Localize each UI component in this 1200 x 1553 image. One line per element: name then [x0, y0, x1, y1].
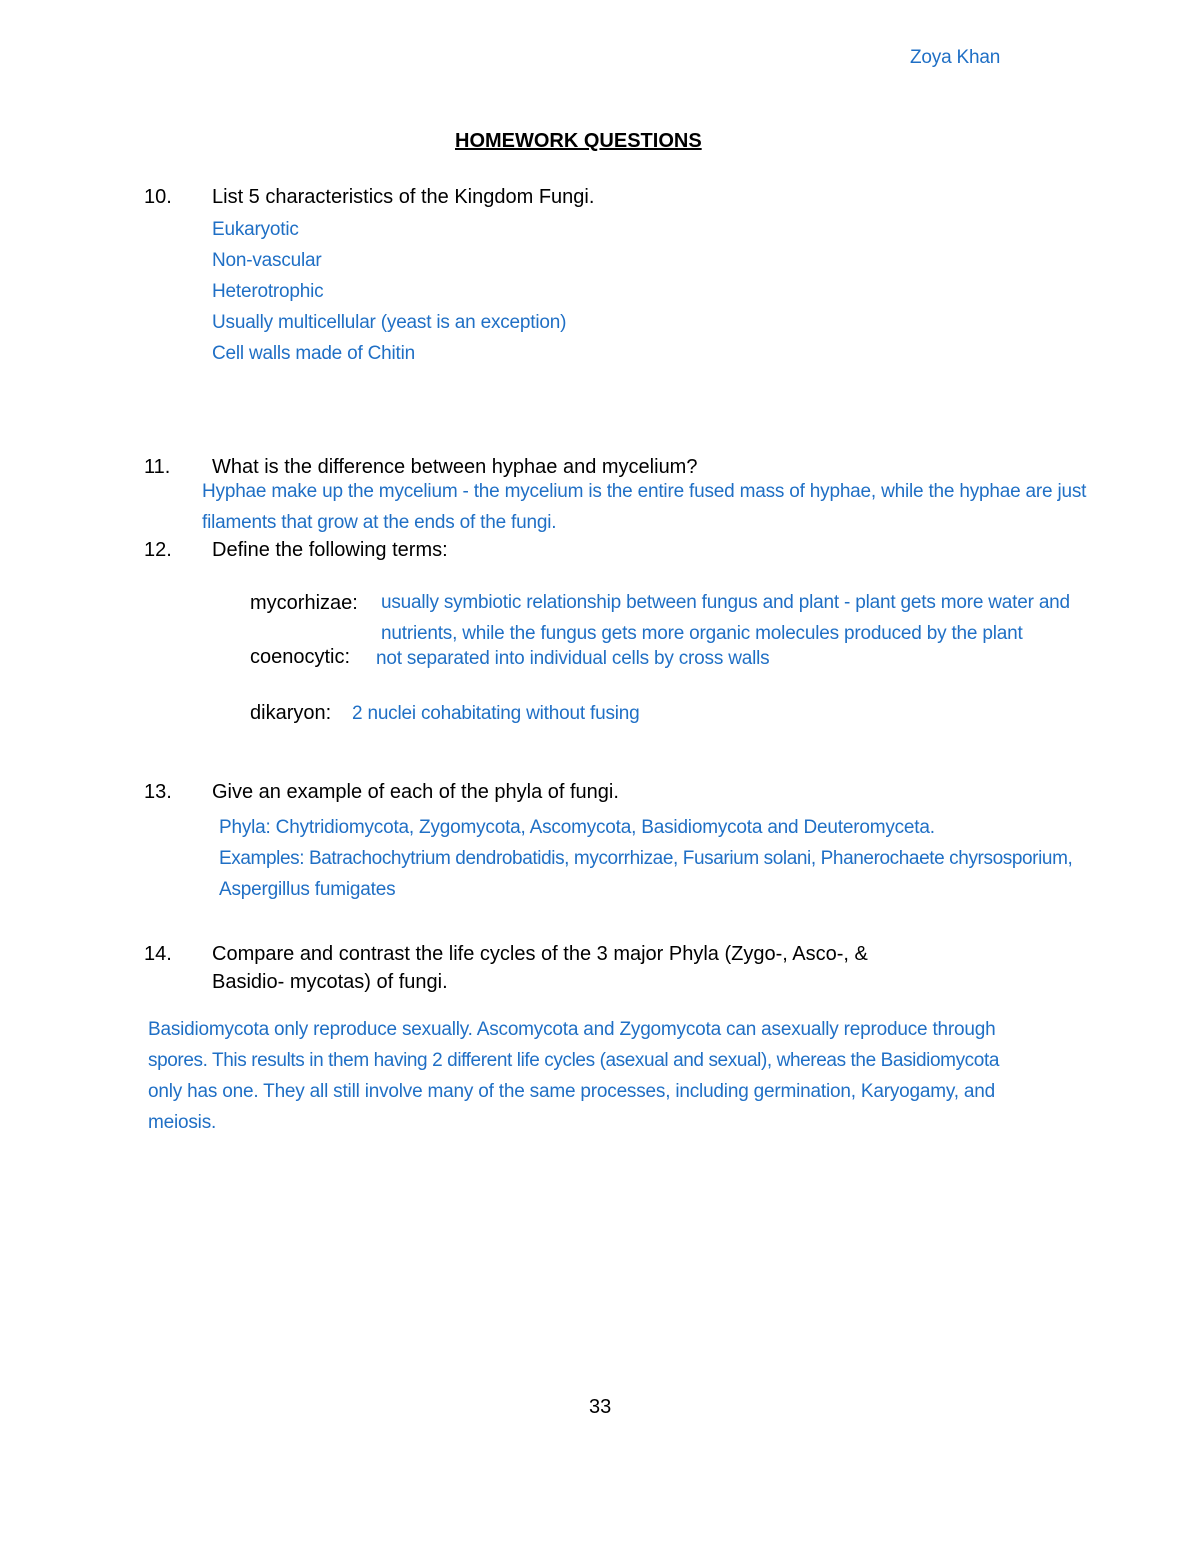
question-12-number: 12. — [144, 539, 172, 561]
answer-14-line: Basidiomycota only reproduce sexually. Ascomycota and Zygomycota can asexually reproduce through — [148, 1019, 996, 1040]
question-13-number: 13. — [144, 781, 172, 803]
term-coenocytic: coenocytic: — [250, 646, 351, 668]
answer-13-line: Examples: Batrachochytrium dendrobatidis, mycorrhizae, Fusarium solani, Phanerochaete chyrsosporium, — [219, 848, 1073, 869]
page-number: 33 — [589, 1396, 612, 1418]
answer-11-line: filaments that grow at the ends of the fungi. — [202, 512, 557, 533]
answer-10-item: Usually multicellular (yeast is an exception) — [212, 312, 567, 333]
question-14-number: 14. — [144, 943, 172, 965]
answer-11-line: Hyphae make up the mycelium - the mycelium is the entire fused mass of hyphae, while the hyphae are just — [202, 481, 1087, 502]
definition-line: 2 nuclei cohabitating without fusing — [352, 703, 640, 724]
answer-13-line: Phyla: Chytridiomycota, Zygomycota, Ascomycota, Basidiomycota and Deuteromyceta. — [219, 817, 935, 838]
answer-14-line: only has one. They all still involve many of the same processes, including germination, Karyogamy, and — [148, 1081, 996, 1102]
question-11-number: 11. — [144, 456, 171, 478]
question-10-number: 10. — [144, 186, 172, 208]
definition-line: nutrients, while the fungus gets more organic molecules produced by the plant — [381, 623, 1023, 644]
answer-10-item: Eukaryotic — [212, 219, 299, 240]
author-name: Zoya Khan — [910, 47, 1001, 68]
answer-14-line: meiosis. — [148, 1112, 217, 1133]
question-12-text: Define the following terms: — [212, 539, 448, 561]
answer-10-item: Cell walls made of Chitin — [212, 343, 416, 364]
page-title: HOMEWORK QUESTIONS — [455, 130, 702, 152]
answer-13-line: Aspergillus fumigates — [219, 879, 396, 900]
answer-14-line: spores. This results in them having 2 different life cycles (asexual and sexual), whereas the Basidiomycota — [148, 1050, 999, 1071]
question-14-text-line: Compare and contrast the life cycles of the 3 major Phyla (Zygo-, Asco-, & — [212, 943, 868, 965]
term-dikaryon: dikaryon: — [250, 702, 332, 724]
definition-line: not separated into individual cells by cross walls — [376, 648, 770, 669]
question-10-text: List 5 characteristics of the Kingdom Fungi. — [212, 186, 595, 208]
answer-10-item: Non-vascular — [212, 250, 322, 271]
definition-line: usually symbiotic relationship between fungus and plant - plant gets more water and — [381, 592, 1070, 613]
term-mycorhizae: mycorhizae: — [250, 592, 358, 614]
question-13-text: Give an example of each of the phyla of fungi. — [212, 781, 619, 803]
question-11-text: What is the difference between hyphae and mycelium? — [212, 456, 698, 478]
question-14-text-line: Basidio- mycotas) of fungi. — [212, 971, 448, 993]
answer-10-item: Heterotrophic — [212, 281, 324, 302]
